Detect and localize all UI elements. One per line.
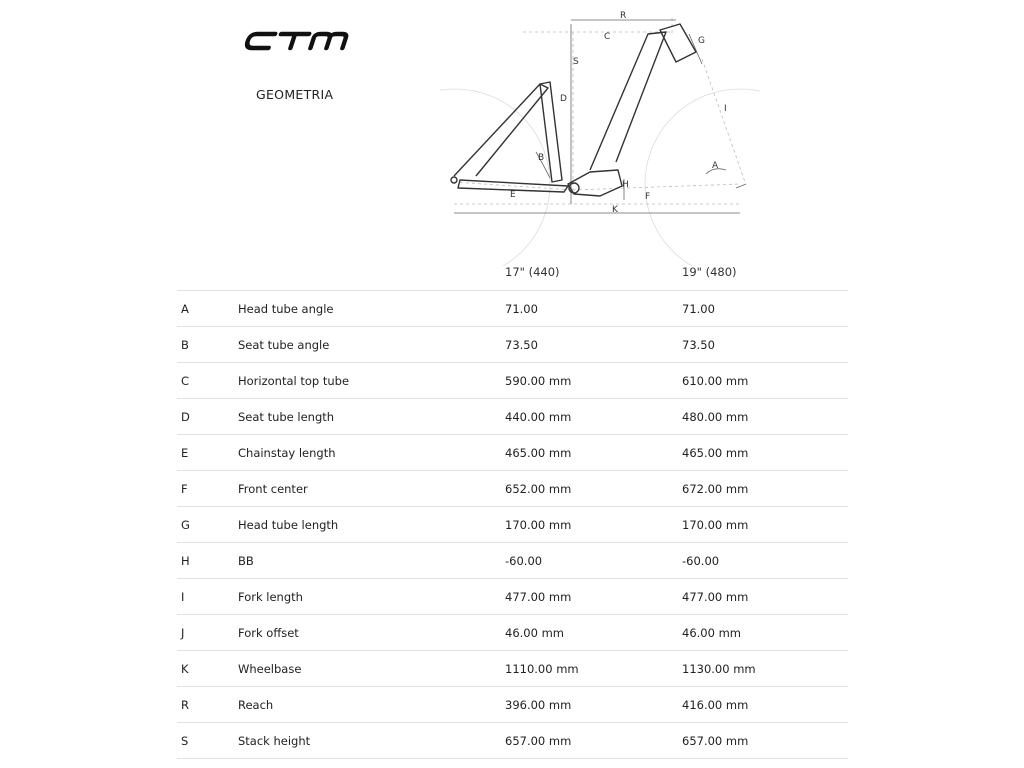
cell-size-19: 1130.00 mm [682,662,756,676]
cell-size-17: 170.00 mm [505,518,572,532]
bike-frame-drawing [440,4,760,266]
table-row [177,470,848,506]
geometry-diagram [440,4,760,266]
label-d: D [560,94,567,104]
geometry-table [177,290,848,759]
cell-size-17: -60.00 [505,554,543,568]
cell-size-17: 652.00 mm [505,482,572,496]
cell-code: K [181,662,189,676]
size-header-19: 19" (480) [682,265,737,279]
cell-name: Front center [238,482,308,496]
cell-size-17: 1110.00 mm [505,662,579,676]
front-wheel [645,89,760,266]
label-c: C [604,32,611,42]
cell-code: G [181,518,190,532]
table-row [177,326,848,362]
cell-size-17: 73.50 [505,338,538,352]
table-row [177,722,848,759]
cell-name: BB [238,554,254,568]
cell-name: Fork length [238,590,303,604]
cell-code: F [181,482,188,496]
cell-name: Chainstay length [238,446,336,460]
table-row [177,362,848,398]
label-f: F [645,192,651,202]
cell-name: Reach [238,698,274,712]
cell-code: J [181,626,185,640]
label-s: S [573,57,579,67]
cell-size-19: 477.00 mm [682,590,749,604]
cell-name: Wheelbase [238,662,302,676]
cell-name: Stack height [238,734,311,748]
cell-code: B [181,338,189,352]
cell-size-17: 440.00 mm [505,410,572,424]
cell-code: A [181,302,189,316]
label-i: I [724,104,727,114]
label-b: B [538,153,545,163]
ctm-logo-mark [243,28,367,54]
cell-size-19: -60.00 [682,554,720,568]
cell-name: Fork offset [238,626,299,640]
cell-code: S [181,734,189,748]
cell-size-19: 465.00 mm [682,446,749,460]
label-g: G [698,36,705,46]
label-a: A [712,161,719,171]
cell-name: Seat tube angle [238,338,330,352]
cell-size-19: 46.00 mm [682,626,741,640]
frame-outline [451,24,696,196]
cell-size-17: 71.00 [505,302,538,316]
table-row [177,542,848,578]
cell-name: Head tube length [238,518,339,532]
cell-code: R [181,698,189,712]
label-r: R [620,11,627,21]
cell-code: C [181,374,190,388]
cell-name: Seat tube length [238,410,335,424]
dimension-lines [454,20,746,213]
table-row [177,686,848,722]
cell-size-19: 610.00 mm [682,374,749,388]
table-row [177,398,848,434]
page-title: GEOMETRIA [256,87,334,102]
table-row [177,434,848,470]
cell-size-17: 590.00 mm [505,374,572,388]
cell-size-17: 657.00 mm [505,734,572,748]
cell-size-17: 477.00 mm [505,590,572,604]
cell-code: I [181,590,185,604]
cell-code: H [181,554,190,568]
cell-name: Horizontal top tube [238,374,350,388]
label-k: K [612,205,618,215]
table-row [177,290,848,326]
cell-size-19: 170.00 mm [682,518,749,532]
cell-code: E [181,446,189,460]
cell-size-19: 73.50 [682,338,715,352]
table-row [177,506,848,542]
size-header-17: 17" (440) [505,265,560,279]
label-e: E [510,190,516,200]
cell-size-17: 465.00 mm [505,446,572,460]
cell-size-17: 46.00 mm [505,626,564,640]
cell-size-19: 71.00 [682,302,715,316]
label-h: H [622,180,629,190]
cell-size-17: 396.00 mm [505,698,572,712]
cell-size-19: 416.00 mm [682,698,749,712]
cell-name: Head tube angle [238,302,334,316]
table-row [177,614,848,650]
cell-size-19: 657.00 mm [682,734,749,748]
cell-size-19: 672.00 mm [682,482,749,496]
table-row [177,650,848,686]
table-row [177,578,848,614]
cell-size-19: 480.00 mm [682,410,749,424]
ctm-logo [243,28,367,54]
cell-code: D [181,410,190,424]
